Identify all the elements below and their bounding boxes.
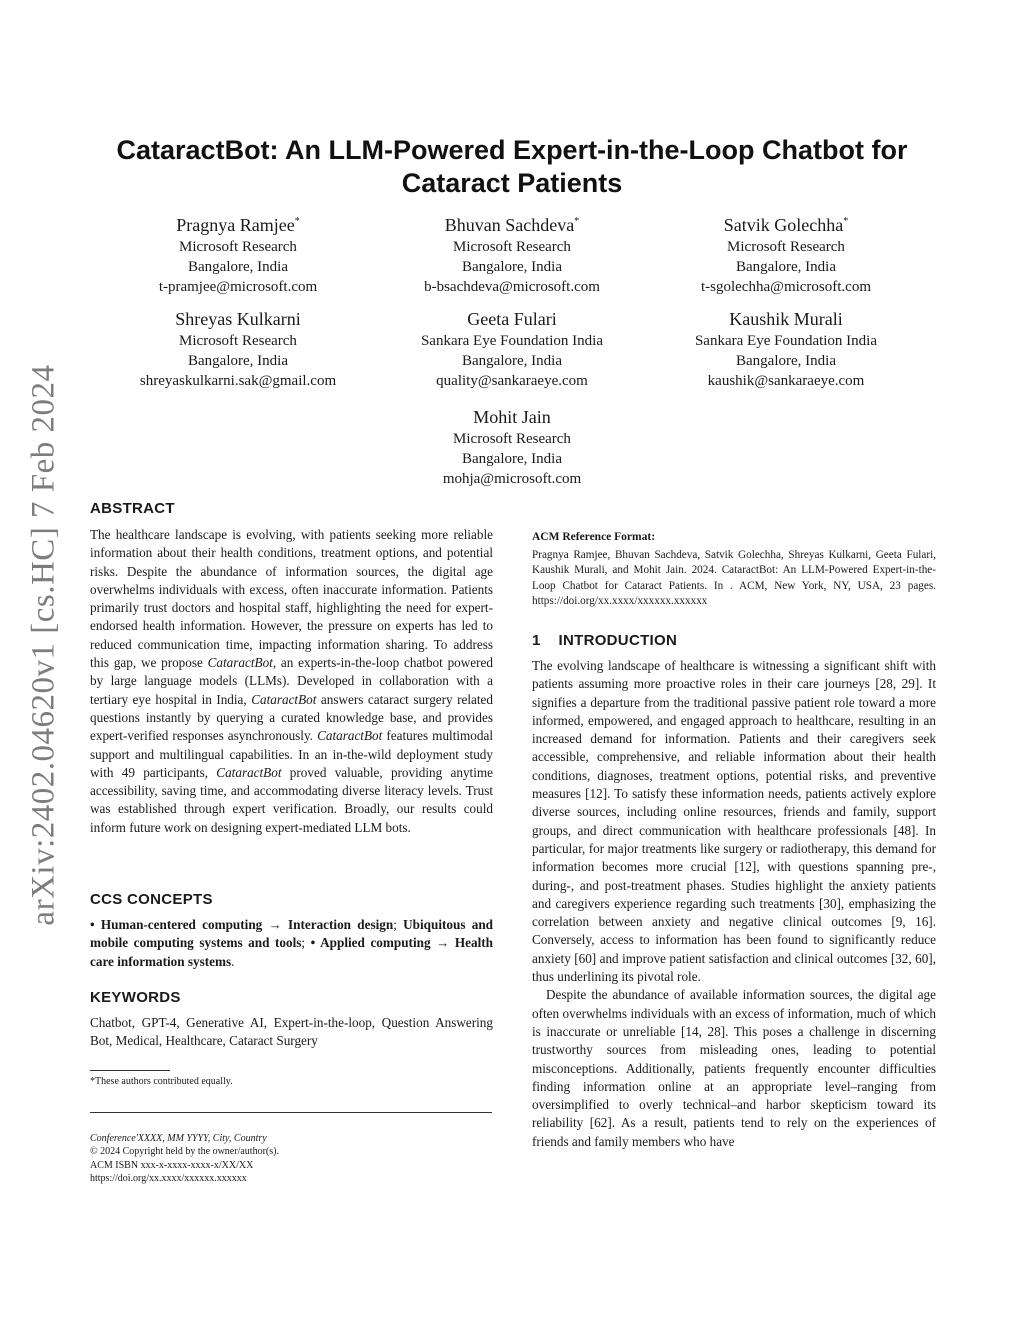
author-block [636,210,936,297]
equal-contrib-mark: * [574,216,580,227]
introduction-body [532,657,936,1151]
author-location: Bangalore, India [736,353,836,369]
keywords-heading: KEYWORDS [90,989,181,1006]
author-email[interactable]: t-sgolechha@microsoft.com [700,279,872,295]
author-name: Mohit Jain [473,407,551,427]
abstract-text: The healthcare landscape is evolving, with patients seeking more reliable information about their health conditions, treatment options, and potential risks. Despite the abundance of information sources, the digital age overwhelms individuals with excess, often inaccurate information. Patients primarily trust doctors and hospital staff, highlighting the need for expert-endorsed health information. However, the pressure on experts has led to reduced communication time, impacting information sharing. To address this gap, we propose [90,527,493,671]
paragraph: Despite the abundance of available information sources, the digital age often overwhelms individuals with an excess of information, much of which is inaccurate or unreliable [14, 28]. This poses a challenge in discerning trustworthy sources from misleading ones, leading to potential misconceptions. Additionally, patients frequently encounter difficulties finding information online at an appropriate level–ranging from oversimplified to overly technical–and harbor skepticism toward its reliability [62]. As a result, patients tend to rely on the experiences of friends and family members who have [532,987,936,1149]
author-name: Shreyas Kulkarni [175,309,301,329]
arxiv-stamp [24,360,64,930]
doi-line[interactable]: https://doi.org/xx.xxxx/xxxxxx.xxxxxx [90,1172,247,1184]
conference-info [90,1132,279,1185]
author-location: Bangalore, India [462,451,562,467]
ccs-term: • Applied computing → Health care information systems [90,935,493,969]
author-email[interactable]: t-pramjee@microsoft.com [158,279,318,295]
author-block [362,405,662,489]
author-block [362,307,662,391]
author-block [88,307,388,391]
abstract-emphasis: CataractBot [216,764,282,780]
author-email[interactable]: kaushik@sankaraeye.com [707,373,865,389]
author-location: Bangalore, India [462,353,562,369]
conference-line: Conference'XXXX, MM YYYY, City, Country [90,1133,267,1144]
author-email[interactable]: mohja@microsoft.com [442,471,582,487]
abstract-text: features multimodal support and multilingual capabilities. In an in-the-wild deployment study with 49 participants, [90,728,493,780]
footnote-rule [90,1070,170,1071]
equal-contrib-mark: * [294,216,300,227]
abstract-body [90,526,493,837]
author-affiliation: Sankara Eye Foundation India [420,333,604,349]
ccs-sep: . [231,953,235,969]
author-affiliation: Microsoft Research [727,239,845,255]
copyright-line: © 2024 Copyright held by the owner/author(s). [90,1146,279,1158]
author-block [88,210,388,297]
arxiv-stamp-text: arXiv:2402.04620v1 [cs.HC] 7 Feb 2024 [25,364,62,926]
equal-contrib-mark: * [843,216,849,227]
ccs-term: • Human-centered computing → Interaction design [90,917,394,932]
ccs-sep: ; [393,917,404,932]
paragraph: The evolving landscape of healthcare is witnessing a significant shift with patients assuming more proactive roles in their care journeys [28, 29]. It signifies a departure from the traditional passive patient role toward a more informed, empowered, and engaged approach to healthcare, resulting in an increased demand for information. Patients and their caregivers seek accessible, comprehensive, and reliable information about their health conditions, diagnoses, treatment options, potential risks, and preventive measures [12]. To satisfy these information needs, patients actively explore diverse sources, including online resources, friends and family, support groups, and direct communication with healthcare professionals [48]. In particular, for major treatments like surgery or radiotherapy, this demand for information becomes more crucial [12], with questions spanning pre-, during-, and post-treatment phases. Studies highlight the anxiety patients and caregivers experience regarding such treatments [30], emphasizing the correlation between anxiety and negative clinical outcomes [9, 16]. Conversely, access to information has been found to significantly reduce anxiety [60] and improve patient satisfaction and clinical outcomes [32, 60], thus underlining its pivotal role. [532,658,936,985]
author-email[interactable]: shreyaskulkarni.sak@gmail.com [139,373,337,389]
author-block [362,210,662,297]
author-affiliation: Microsoft Research [179,333,297,349]
isbn-line: ACM ISBN xxx-x-xxxx-xxxx-x/XX/XX [90,1159,254,1171]
author-location: Bangalore, India [188,259,288,275]
author-location: Bangalore, India [462,259,562,275]
ccs-sep: ; [301,935,311,951]
footnote: *These authors contributed equally. [90,1076,233,1087]
author-affiliation: Sankara Eye Foundation India [694,333,878,349]
author-name: Geeta Fulari [467,309,557,329]
author-location: Bangalore, India [188,353,288,369]
author-block [636,307,936,391]
abstract-text: , an experts-in-the-loop chatbot powered by large language models (LLMs). Developed in collaboration with a tertiary eye hospital in India, [90,655,493,707]
introduction-heading [532,632,677,649]
acm-reference-text: Pragnya Ramjee, Bhuvan Sachdeva, Satvik Golechha, Shreyas Kulkarni, Geeta Fulari, Kaushik Murali, and Mohit Jain. 2024. CataractBot: An LLM-Powered Expert-in-the-Loop Chatbot for Cataract Patients. In . ACM, New York, NY, USA, 23 pages. https://doi.org/xx.xxxx/xxxxxx.xxxxxx [532,548,936,608]
author-name: Pragnya Ramjee [176,215,295,235]
author-name: Kaushik Murali [729,309,843,329]
ccs-body [90,916,493,971]
author-name: Satvik Golechha [723,215,844,235]
paper-title: CataractBot: An LLM-Powered Expert-in-the-Loop Chatbot for Cataract Patients [116,135,908,198]
ccs-heading: CCS CONCEPTS [90,891,213,908]
divider [90,1112,492,1113]
abstract-emphasis: CataractBot [207,655,273,671]
abstract-text: proved valuable, providing anytime accessibility, saving time, and accommodating diverse literacy levels. Trust was established through expert verification. Broadly, our results could inform future work on designing expert-mediated LLM bots. [90,764,493,835]
acm-reference [532,530,936,610]
author-email[interactable]: b-bsachdeva@microsoft.com [424,279,600,295]
author-affiliation: Microsoft Research [179,239,297,255]
acm-reference-heading: ACM Reference Format: [532,531,656,543]
ccs-term: Ubiquitous and mobile computing systems and tools [90,917,493,951]
keywords-body: Chatbot, GPT-4, Generative AI, Expert-in-the-loop, Question Answering Bot, Medical, Healthcare, Cataract Surgery [90,1015,493,1049]
abstract-text: answers cataract surgery related questions instantly by querying a curated knowledge base, and provides expert-verified responses asynchronously. [90,691,493,744]
author-email[interactable]: quality@sankaraeye.com [436,373,588,389]
abstract-emphasis: CataractBot [317,728,383,744]
abstract-emphasis: CataractBot [251,691,317,707]
introduction-heading-text: 1 INTRODUCTION [532,632,678,649]
abstract-heading: ABSTRACT [90,500,175,517]
author-affiliation: Microsoft Research [453,239,571,255]
author-location: Bangalore, India [736,259,836,275]
author-name: Bhuvan Sachdeva [444,215,575,235]
author-affiliation: Microsoft Research [453,431,571,447]
